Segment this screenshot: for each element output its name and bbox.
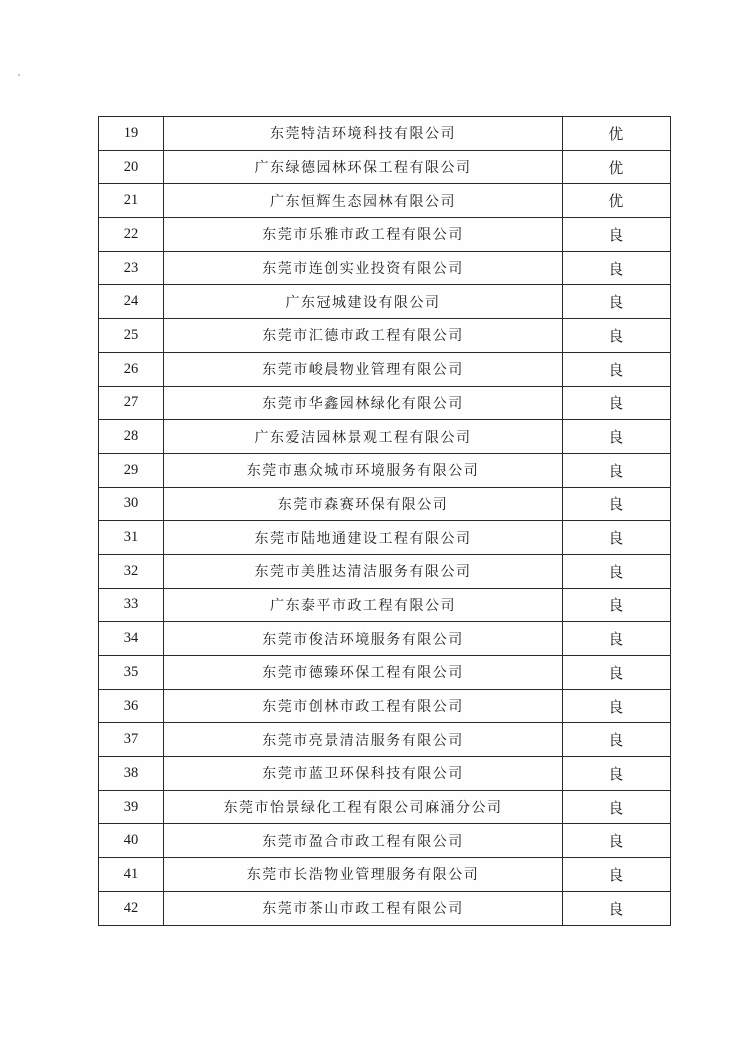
company-name: 东莞市惠众城市环境服务有限公司 xyxy=(164,453,563,487)
rating-grade: 良 xyxy=(563,521,671,555)
row-number: 36 xyxy=(99,689,164,723)
row-number: 23 xyxy=(99,251,164,285)
company-name: 东莞市森赛环保有限公司 xyxy=(164,487,563,521)
row-number: 35 xyxy=(99,656,164,690)
rating-grade: 良 xyxy=(563,319,671,353)
row-number: 22 xyxy=(99,218,164,252)
rating-grade: 良 xyxy=(563,656,671,690)
rating-grade: 良 xyxy=(563,352,671,386)
table-row xyxy=(99,824,671,858)
company-name: 东莞市峻晨物业管理有限公司 xyxy=(164,352,563,386)
company-name: 广东爱洁园林景观工程有限公司 xyxy=(164,420,563,454)
company-rating-table xyxy=(98,116,671,926)
table-row xyxy=(99,386,671,420)
row-number: 27 xyxy=(99,386,164,420)
table-row xyxy=(99,117,671,151)
table-row xyxy=(99,656,671,690)
rating-grade: 良 xyxy=(563,858,671,892)
rating-grade: 优 xyxy=(563,184,671,218)
row-number: 26 xyxy=(99,352,164,386)
rating-grade: 良 xyxy=(563,824,671,858)
company-name: 广东泰平市政工程有限公司 xyxy=(164,588,563,622)
company-name: 广东冠城建设有限公司 xyxy=(164,285,563,319)
row-number: 21 xyxy=(99,184,164,218)
rating-grade: 良 xyxy=(563,891,671,925)
rating-grade: 良 xyxy=(563,790,671,824)
table-row xyxy=(99,757,671,791)
table-row xyxy=(99,453,671,487)
company-name: 东莞市长浩物业管理服务有限公司 xyxy=(164,858,563,892)
rating-grade: 良 xyxy=(563,757,671,791)
table-row xyxy=(99,723,671,757)
company-name: 东莞市怡景绿化工程有限公司麻涌分公司 xyxy=(164,790,563,824)
rating-grade: 良 xyxy=(563,723,671,757)
row-number: 25 xyxy=(99,319,164,353)
row-number: 19 xyxy=(99,117,164,151)
row-number: 29 xyxy=(99,453,164,487)
rating-grade: 良 xyxy=(563,218,671,252)
table-row xyxy=(99,150,671,184)
rating-grade: 良 xyxy=(563,487,671,521)
company-name: 东莞市蓝卫环保科技有限公司 xyxy=(164,757,563,791)
company-name: 东莞市俊洁环境服务有限公司 xyxy=(164,622,563,656)
row-number: 32 xyxy=(99,554,164,588)
row-number: 31 xyxy=(99,521,164,555)
company-name: 东莞市连创实业投资有限公司 xyxy=(164,251,563,285)
row-number: 24 xyxy=(99,285,164,319)
company-name: 东莞市创林市政工程有限公司 xyxy=(164,689,563,723)
table-row xyxy=(99,891,671,925)
table-row xyxy=(99,689,671,723)
company-name: 广东恒辉生态园林有限公司 xyxy=(164,184,563,218)
company-name: 东莞特洁环境科技有限公司 xyxy=(164,117,563,151)
table-row xyxy=(99,790,671,824)
rating-grade: 良 xyxy=(563,588,671,622)
table-row xyxy=(99,622,671,656)
scan-speck xyxy=(18,74,20,76)
rating-grade: 良 xyxy=(563,285,671,319)
row-number: 30 xyxy=(99,487,164,521)
row-number: 34 xyxy=(99,622,164,656)
rating-grade: 良 xyxy=(563,554,671,588)
rating-grade: 良 xyxy=(563,689,671,723)
row-number: 33 xyxy=(99,588,164,622)
table-row xyxy=(99,487,671,521)
rating-grade: 良 xyxy=(563,386,671,420)
table-row xyxy=(99,285,671,319)
rating-grade: 良 xyxy=(563,622,671,656)
table-row xyxy=(99,588,671,622)
company-name: 广东绿德园林环保工程有限公司 xyxy=(164,150,563,184)
company-name: 东莞市美胜达清洁服务有限公司 xyxy=(164,554,563,588)
row-number: 41 xyxy=(99,858,164,892)
row-number: 42 xyxy=(99,891,164,925)
rating-grade: 优 xyxy=(563,117,671,151)
company-name: 东莞市华鑫园林绿化有限公司 xyxy=(164,386,563,420)
company-name: 东莞市亮景清洁服务有限公司 xyxy=(164,723,563,757)
table-row xyxy=(99,521,671,555)
company-name: 东莞市乐雅市政工程有限公司 xyxy=(164,218,563,252)
row-number: 20 xyxy=(99,150,164,184)
company-name: 东莞市茶山市政工程有限公司 xyxy=(164,891,563,925)
table-row xyxy=(99,218,671,252)
table-row xyxy=(99,251,671,285)
table-row xyxy=(99,352,671,386)
rating-grade: 良 xyxy=(563,251,671,285)
table-row xyxy=(99,319,671,353)
row-number: 28 xyxy=(99,420,164,454)
table-row xyxy=(99,184,671,218)
table-row xyxy=(99,554,671,588)
row-number: 37 xyxy=(99,723,164,757)
row-number: 40 xyxy=(99,824,164,858)
company-name: 东莞市盈合市政工程有限公司 xyxy=(164,824,563,858)
table-row xyxy=(99,420,671,454)
row-number: 38 xyxy=(99,757,164,791)
company-name: 东莞市汇德市政工程有限公司 xyxy=(164,319,563,353)
rating-grade: 良 xyxy=(563,453,671,487)
row-number: 39 xyxy=(99,790,164,824)
company-name: 东莞市陆地通建设工程有限公司 xyxy=(164,521,563,555)
table-row xyxy=(99,858,671,892)
rating-grade: 优 xyxy=(563,150,671,184)
company-name: 东莞市德臻环保工程有限公司 xyxy=(164,656,563,690)
table-body xyxy=(99,117,671,926)
rating-grade: 良 xyxy=(563,420,671,454)
